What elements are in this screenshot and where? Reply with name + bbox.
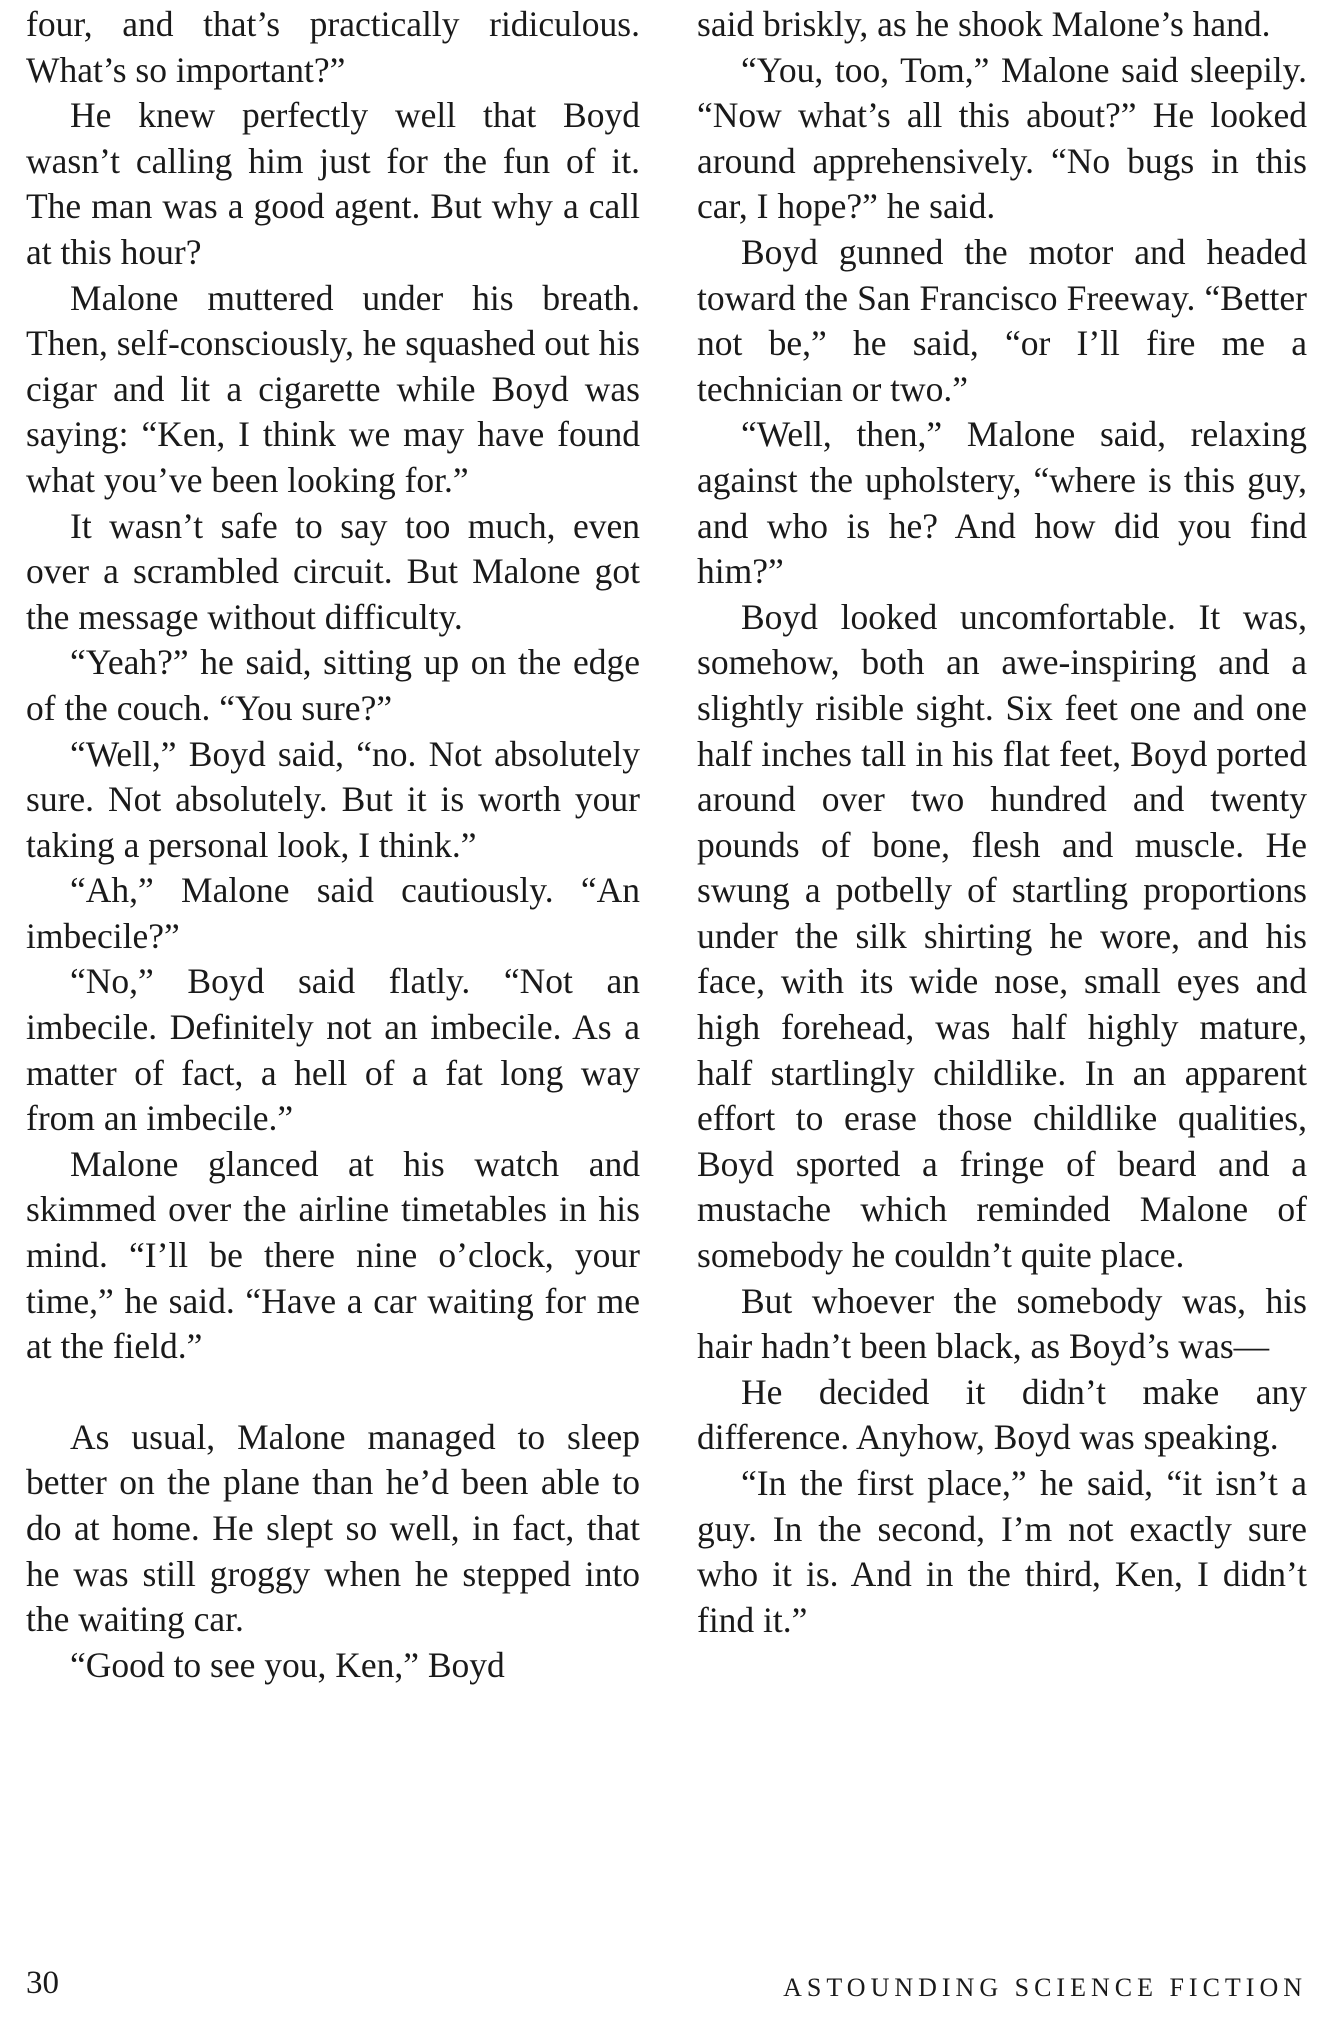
paragraph: “In the first place,” he said, “it isn’t a guy. In the second, I’m not exactly sure who it is. And in the third, Ken, I didn’t find it.” xyxy=(697,1463,1307,1640)
right-column xyxy=(697,2,1307,1643)
paragraph: Boyd gunned the motor and headed toward the San Francisco Freeway. “Better not be,” he said, “or I’ll fire me a technician or two.” xyxy=(697,231,1307,409)
paragraph: It wasn’t safe to say too much, even over a scrambled circuit. But Malone got the message without difficulty. xyxy=(26,505,640,637)
paragraph: “Yeah?” he said, sitting up on the edge of the couch. “You sure?” xyxy=(26,642,640,728)
paragraph: “Well,” Boyd said, “no. Not absolutely sure. Not absolutely. But it is worth your taking a personal look, I think.” xyxy=(26,733,640,865)
paragraph: He knew perfectly well that Boyd wasn’t calling him just for the fun of it. The man was a good agent. But why a call at this hour? xyxy=(26,95,640,272)
paragraph: He decided it didn’t make any difference. Anyhow, Boyd was speaking. xyxy=(697,1371,1307,1458)
paragraph: But whoever the somebody was, his hair hadn’t been black, as Boyd’s was— xyxy=(697,1280,1307,1367)
paragraph: “Ah,” Malone said cautiously. “An imbecile?” xyxy=(26,870,640,956)
running-title: ASTOUNDING SCIENCE FICTION xyxy=(783,1973,1307,2002)
paragraph: Malone muttered under his breath. Then, self-consciously, he squashed out his cigar and lit a cigarette while Boyd was saying: “Ken, I think we may have found what you’ve been looking for.” xyxy=(26,277,640,500)
paragraph: “Well, then,” Malone said, relaxing against the upholstery, “where is this guy, and who is he? And how did you find him?” xyxy=(697,414,1307,592)
paragraph: four, and that’s practically ridiculous. What’s so important?” xyxy=(26,4,640,90)
paragraph: Boyd looked uncomfortable. It was, somehow, both an awe-inspiring and a slightly risible sight. Six feet one and one half inches tall in his flat feet, Boyd ported around over two hundred and twenty pounds of bone, flesh and muscle. He swung a potbelly of startling proportions under the silk shirting he wore, and his face, with its wide nose, small eyes and high forehead, was half highly mature, half startlingly childlike. In an apparent effort to erase those childlike qualities, Boyd sported a fringe of beard and a mustache which reminded Malone of somebody he couldn’t quite place. xyxy=(697,596,1307,1276)
paragraph: “Good to see you, Ken,” Boyd xyxy=(70,1644,505,1685)
paragraph: said briskly, as he shook Malone’s hand. xyxy=(697,4,1271,44)
paragraph: “No,” Boyd said flatly. “Not an imbecile. Definitely not an imbecile. As a matter of fact, a hell of a fat long way from an imbecile.” xyxy=(26,961,640,1139)
section-paragraph: As usual, Malone managed to sleep better on the plane than he’d been able to do at home. He slept so well, in fact, that he was still groggy when he stepped into the waiting car. xyxy=(26,1416,640,1640)
paragraph: Malone glanced at his watch and skimmed over the airline timetables in his mind. “I’ll be there nine o’clock, your time,” he said. “Have a car waiting for me at the field.” xyxy=(26,1143,640,1367)
paragraph: “You, too, Tom,” Malone said sleepily. “Now what’s all this about?” He looked around apprehensively. “No bugs in this car, I hope?” he said. xyxy=(697,49,1307,227)
left-column xyxy=(26,2,640,1688)
page-number: 30 xyxy=(26,1965,59,2001)
